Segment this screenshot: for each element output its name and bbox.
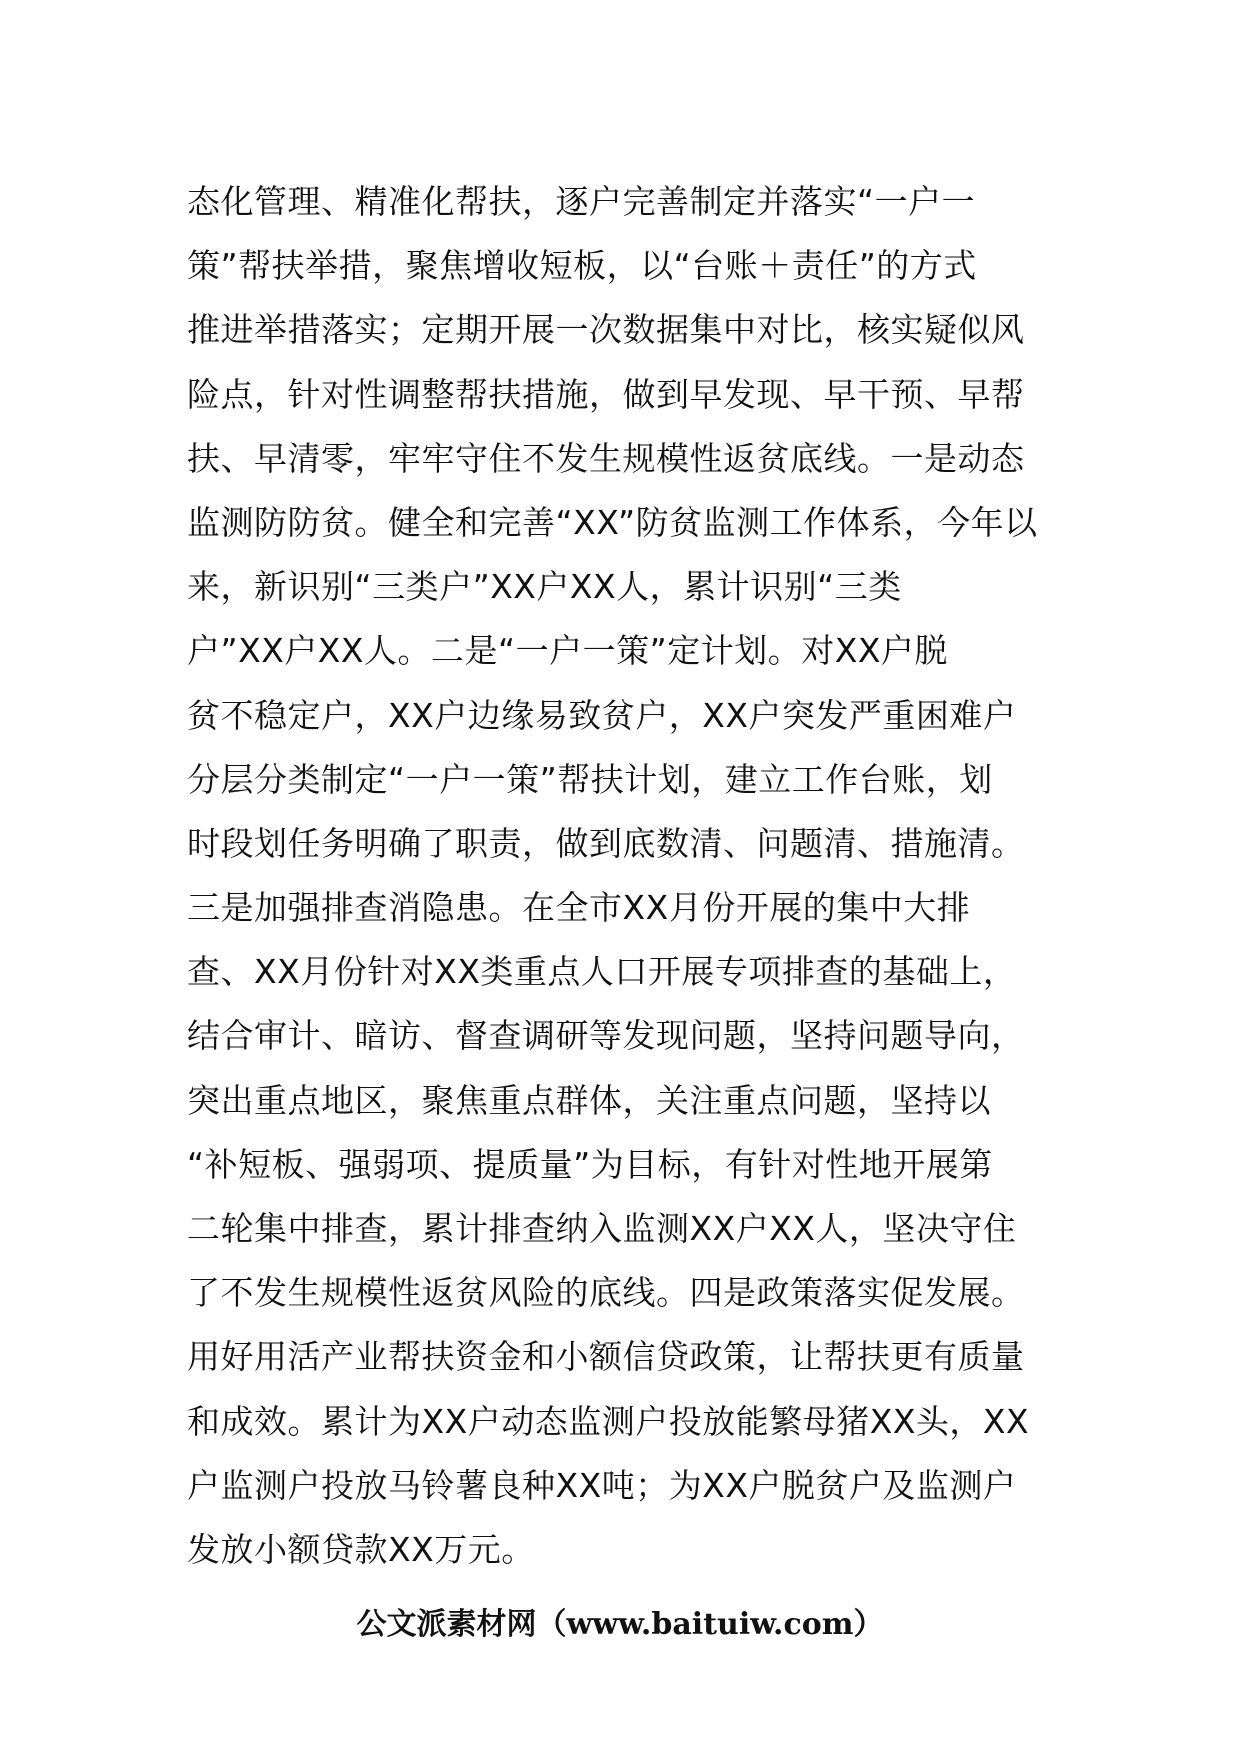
page-footer: 公文派素材网（www.baituiw.com） (356, 1607, 884, 1642)
body-line: 态化管理、精准化帮扶，逐户完善制定并落实“一户一 (187, 182, 976, 221)
body-line: 分层分类制定“一户一策”帮扶计划，建立工作台账，划 (187, 759, 993, 799)
body-line: 用好用活产业帮扶资金和小额信贷政策，让帮扶更有质量 (187, 1337, 1025, 1377)
body-line: 贫不稳定户，XX户边缘易致贫户，XX户突发严重困难户 (187, 695, 1017, 735)
body-line: 发放小额贷款XX万元。 (187, 1529, 535, 1569)
body-line: 突出重点地区，聚焦重点群体，关注重点问题，坚持以 (187, 1080, 991, 1120)
body-line: 策”帮扶举措，聚焦增收短板，以“台账＋责任”的方式 (187, 246, 977, 286)
body-line: 和成效。累计为XX户动态监测户投放能繁母猪XX头，XX (187, 1401, 1030, 1441)
body-line: 二轮集中排查，累计排查纳入监测XX户XX人，坚决守住 (187, 1209, 1017, 1248)
body-line: 险点，针对性调整帮扶措施，做到早发现、早干预、早帮 (187, 374, 1025, 414)
body-line: 来，新识别“三类户”XX户XX人，累计识别“三类 (187, 567, 902, 607)
body-line: “补短板、强弱项、提质量”为目标，有针对性地开展第 (187, 1144, 993, 1184)
body-line: 推进举措落实；定期开展一次数据集中对比，核实疑似风 (187, 310, 1025, 350)
body-line: 时段划任务明确了职责，做到底数清、问题清、措施清。 (187, 823, 1025, 863)
body-line: 户监测户投放马铃薯良种XX吨；为XX户脱贫户及监测户 (187, 1465, 1017, 1505)
body-line: 了不发生规模性返贫风险的底线。四是政策落实促发展。 (187, 1273, 1025, 1313)
body-line: 查、XX月份针对XX类重点人口开展专项排查的基础上， (187, 952, 1017, 992)
body-line: 户”XX户XX人。二是“一户一策”定计划。对XX户脱 (187, 631, 948, 671)
body-line: 监测防防贫。健全和完善“XX”防贫监测工作体系，今年以 (187, 502, 1038, 542)
document-body (187, 170, 1067, 1582)
body-line: 扶、早清零，牢牢守住不发生规模性返贫底线。一是动态 (187, 438, 1025, 478)
body-line: 结合审计、暗访、督查调研等发现问题，坚持问题导向， (187, 1016, 1025, 1056)
body-line: 三是加强排查消隐患。在全市XX月份开展的集中大排 (187, 888, 971, 928)
